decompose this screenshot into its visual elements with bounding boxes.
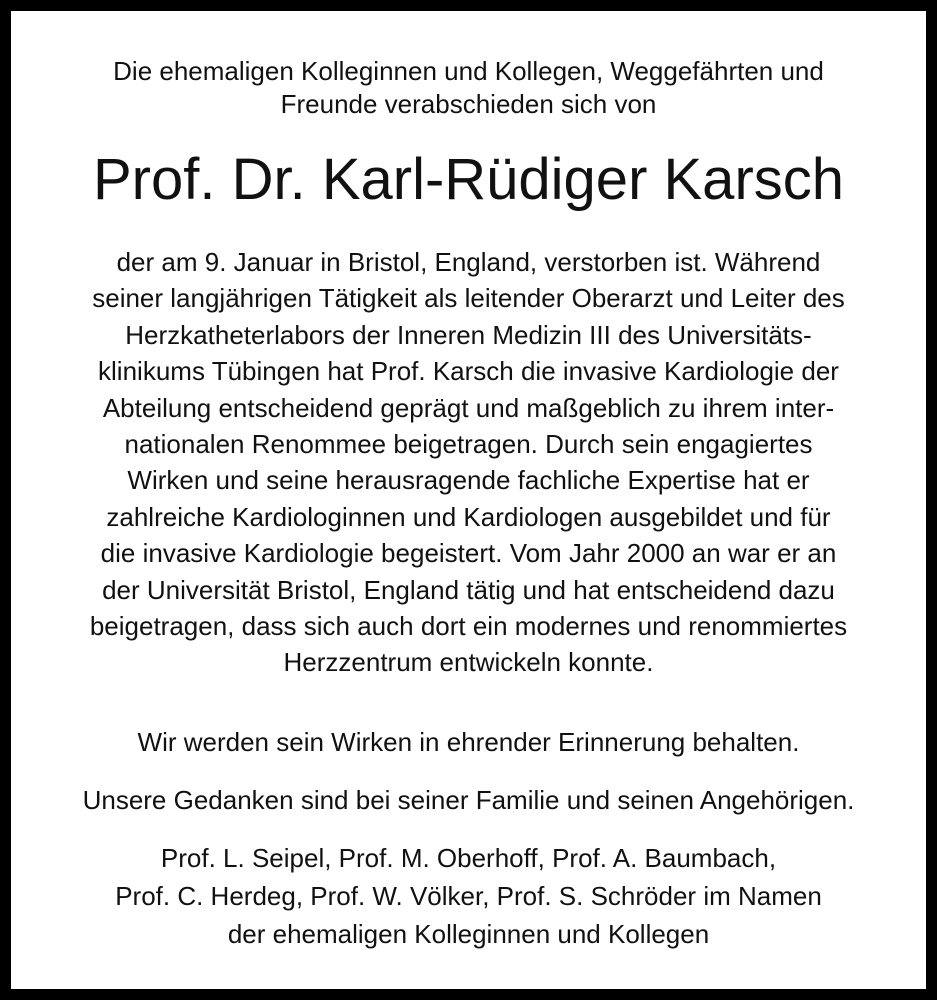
body-text-line: der am 9. Januar in Bristol, England, verstorben ist. Während — [116, 247, 821, 277]
body-text-line: Abteilung entscheidend geprägt und maßgeblich zu ihrem inter- — [102, 392, 835, 423]
body-text-line: der Universität Bristol, England tätig und hat entscheidend dazu — [102, 574, 835, 605]
thoughts-line: Unsere Gedanken sind bei seiner Familie und seinen Angehörigen. — [82, 785, 855, 815]
body-text-line: Wirken und seine herausragende fachliche Expertise hat er — [127, 465, 810, 496]
body-text-line: zahlreiche Kardiologinnen und Kardiologen ausgebildet und für — [106, 501, 831, 532]
intro-line: Die ehemaligen Kolleginnen und Kollegen, Weggefährten und — [113, 56, 824, 86]
deceased-name: Prof. Dr. Karl-Rüdiger Karsch — [92, 147, 845, 212]
signatories-line: der ehemaligen Kolleginnen und Kollegen — [227, 919, 710, 949]
body-text-line: beigetragen, dass sich auch dort ein modernes und renommiertes — [89, 611, 848, 641]
body-text-line: die invasive Kardiologie begeistert. Vom Jahr 2000 an war er an — [100, 538, 837, 569]
body-text-line: klinikums Tübingen hat Prof. Karsch die invasive Kardiologie der — [98, 356, 839, 387]
signatories-line: Prof. C. Herdeg, Prof. W. Völker, Prof. S. Schröder im Namen — [115, 881, 822, 911]
body-text-line: nationalen Renommee beigetragen. Durch sein engagiertes — [124, 429, 813, 459]
body-text-line: Herzzentrum entwickeln konnte. — [283, 647, 654, 678]
intro-line: Freunde verabschieden sich von — [280, 89, 657, 119]
body-text-line: seiner langjährigen Tätigkeit als leitender Oberarzt und Leiter des — [92, 283, 845, 314]
signatories-line: Prof. L. Seipel, Prof. M. Oberhoff, Prof. A. Baumbach, — [160, 843, 777, 873]
body-text-line: Herzkatheterlabors der Inneren Medizin III des Universitäts- — [125, 319, 812, 350]
remembrance-line: Wir werden sein Wirken in ehrender Erinnerung behalten. — [137, 727, 800, 757]
